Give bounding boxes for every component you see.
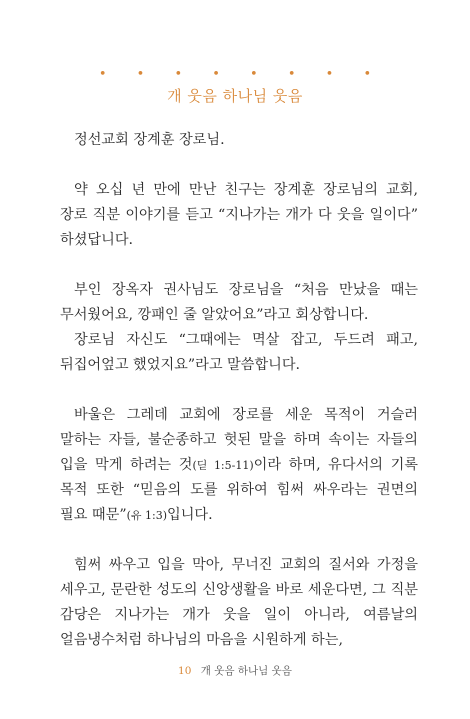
paragraph: 부인 장옥자 권사님도 장로님을 “처음 만났을 때는 무서웠어요, 깡패인 줄 알았어요”라고 회상합니다. [60,282,418,323]
paragraph: 장로님 자신도 “그때에는 멱살 잡고, 두드려 패고, 뒤집어엎고 했었지요”라고 말씀합니다. [60,332,418,373]
paragraph-text: 바울은 그레데 교회에 장로를 세운 목적이 거슬러 말하는 자들, 불순종하고 헛된 말을 하며 속이는 자들의 입을 막게 하려는 것 [60,407,418,473]
chapter-title: 개 웃음 하나님 웃음 [167,87,303,105]
page-number: 10 [178,665,192,677]
scripture-reference: (유 1:3) [126,509,168,522]
paragraph-text: 입니다. [167,507,213,523]
page-footer [0,664,470,678]
paragraph: 약 오십 년 만에 만난 친구는 장계훈 장로님의 교회, 장로 직분 이야기를 듣고 “지나가는 개가 다 웃을 일이다” 하셨답니다. [60,182,418,248]
paragraph [60,403,418,528]
scripture-reference: (딛 1:5-11) [192,459,254,472]
paragraph-text: 이라 하며, 유다서의 기록 목적 또한 “믿음의 도를 위하여 힘써 싸우라는 권면의 필요 때문” [60,457,419,523]
body-text [60,128,418,653]
chapter-ornament: • • • • • • • • [98,67,385,82]
paragraph: 정선교회 장계훈 장로님. [74,132,225,148]
running-title: 개 웃음 하나님 웃음 [200,665,292,677]
paragraph: 힘써 싸우고 입을 막아, 무너진 교회의 질서와 가정을 세우고, 문란한 성도의 신앙생활을 바로 세운다면, 그 직분 감당은 지나가는 개가 웃을 일이 아니라, 여름날의 얼음냉수처럼 하나님의 마음을 시원하게 하는, [60,557,418,648]
